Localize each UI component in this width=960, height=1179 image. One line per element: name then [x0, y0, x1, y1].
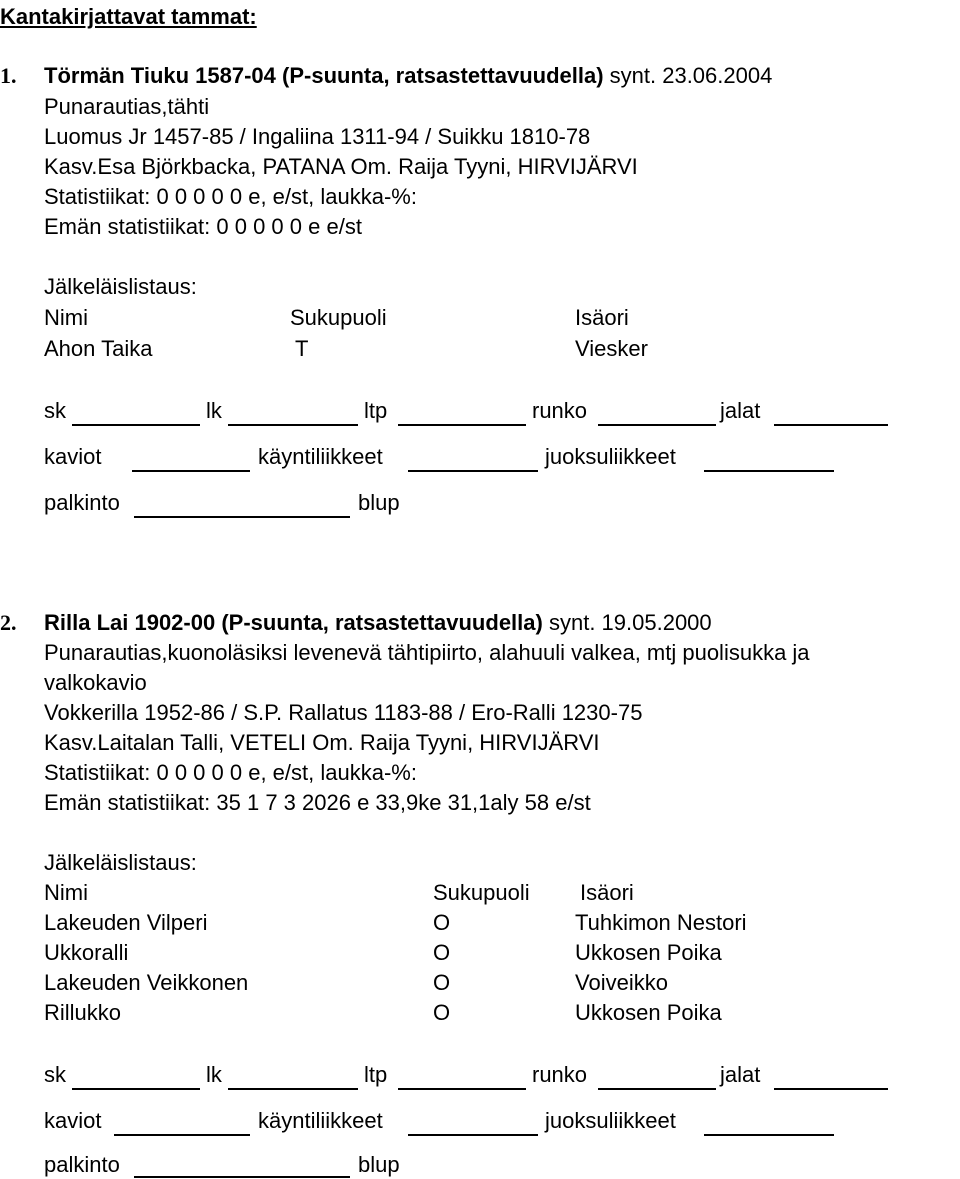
mare-1-blank-lk[interactable]: [228, 424, 358, 426]
mare-1-label-ltp: ltp: [364, 398, 388, 423]
mare-2-pedigree: Vokkerilla 1952-86 / S.P. Rallatus 1183-88 / Ero-Ralli 1230-75: [44, 700, 643, 725]
mare-2-name: Rilla Lai 1902-00 (P-suunta, ratsastettavuudella): [44, 610, 543, 635]
mare-2-blank-kaviot[interactable]: [114, 1134, 250, 1136]
mare-1-header: [44, 65, 772, 87]
mare-2-birth: synt. 19.05.2000: [548, 610, 712, 635]
mare-2-blank-runko[interactable]: [598, 1088, 716, 1090]
mare-1-col-sire: Isäori: [575, 305, 629, 330]
mare-1-label-sk: sk: [44, 398, 66, 423]
offspring-sex: O: [433, 1000, 451, 1025]
mare-2-blank-lk[interactable]: [228, 1088, 358, 1090]
mare-1-blank-jalat[interactable]: [774, 424, 888, 426]
mare-1-col-name: Nimi: [44, 305, 88, 330]
mare-2-offspring-label: Jälkeläislistaus:: [44, 850, 197, 875]
mare-1-blank-kayntiliikkeet[interactable]: [408, 470, 538, 472]
mare-2-color-line-2: valkokavio: [44, 670, 147, 695]
mare-1-label-blup: blup: [358, 490, 400, 515]
mare-2-blank-kayntiliikkeet[interactable]: [408, 1134, 538, 1136]
mare-2-blank-palkinto[interactable]: [134, 1176, 350, 1178]
mare-2-blank-jalat[interactable]: [774, 1088, 888, 1090]
mare-2-label-juoksuliikkeet: juoksuliikkeet: [545, 1108, 676, 1133]
offspring-name: Lakeuden Veikkonen: [44, 970, 249, 995]
mare-2-label-jalat: jalat: [720, 1062, 761, 1087]
mare-1-blank-ltp[interactable]: [398, 424, 526, 426]
offspring-sire: Ukkosen Poika: [575, 940, 722, 965]
mare-1-blank-kaviot[interactable]: [132, 470, 250, 472]
offspring-sex: O: [433, 940, 451, 965]
mare-2-header: [44, 612, 712, 634]
offspring-sire: Voiveikko: [575, 970, 668, 995]
mare-1-offspring-label: Jälkeläislistaus:: [44, 274, 197, 299]
mare-2-col-sire: Isäori: [580, 880, 634, 905]
mare-2-col-name: Nimi: [44, 880, 88, 905]
mare-2-label-ltp: ltp: [364, 1062, 388, 1087]
mare-1-blank-juoksuliikkeet[interactable]: [704, 470, 834, 472]
mare-1-label-kaviot: kaviot: [44, 444, 102, 469]
section-title: Kantakirjattavat tammat:: [0, 4, 257, 29]
mare-1-breeder: Kasv.Esa Björkbacka, PATANA Om. Raija Tyyni, HIRVIJÄRVI: [44, 154, 638, 179]
mare-2-label-lk: lk: [206, 1062, 222, 1087]
mare-2-col-sex: Sukupuoli: [433, 880, 530, 905]
mare-1-blank-palkinto[interactable]: [134, 516, 350, 518]
offspring-name: Ahon Taika: [44, 336, 153, 361]
mare-1-label-juoksuliikkeet: juoksuliikkeet: [545, 444, 676, 469]
offspring-sire: Ukkosen Poika: [575, 1000, 722, 1025]
mare-1-pedigree: Luomus Jr 1457-85 / Ingaliina 1311-94 / Suikku 1810-78: [44, 124, 591, 149]
mare-2-label-kaviot: kaviot: [44, 1108, 102, 1133]
mare-2-label-palkinto: palkinto: [44, 1152, 120, 1177]
mare-2-blank-ltp[interactable]: [398, 1088, 526, 1090]
mare-1-color: Punarautias,tähti: [44, 94, 210, 119]
offspring-sire: Viesker: [575, 336, 648, 361]
mare-1-label-kayntiliikkeet: käyntiliikkeet: [258, 444, 383, 469]
mare-1-blank-runko[interactable]: [598, 424, 716, 426]
mare-2-label-kayntiliikkeet: käyntiliikkeet: [258, 1108, 383, 1133]
offspring-sex: O: [433, 970, 451, 995]
mare-2-number: 2.: [0, 610, 17, 635]
mare-2-label-sk: sk: [44, 1062, 66, 1087]
mare-1-label-lk: lk: [206, 398, 222, 423]
offspring-sire: Tuhkimon Nestori: [575, 910, 747, 935]
mare-1-dam-stats: Emän statistiikat: 0 0 0 0 0 e e/st: [44, 214, 362, 239]
mare-2-blank-juoksuliikkeet[interactable]: [704, 1134, 834, 1136]
mare-2-dam-stats: Emän statistiikat: 35 1 7 3 2026 e 33,9ke 31,1aly 58 e/st: [44, 790, 591, 815]
mare-1-birth: synt. 23.06.2004: [609, 63, 773, 88]
mare-1-blank-sk[interactable]: [72, 424, 200, 426]
mare-2-blank-sk[interactable]: [72, 1088, 200, 1090]
mare-2-label-runko: runko: [532, 1062, 588, 1087]
mare-1-label-runko: runko: [532, 398, 588, 423]
mare-1-number: 1.: [0, 63, 17, 88]
mare-1-label-palkinto: palkinto: [44, 490, 120, 515]
mare-1-name: Törmän Tiuku 1587-04 (P-suunta, ratsastettavuudella): [44, 63, 604, 88]
offspring-sex: O: [433, 910, 451, 935]
offspring-sex: T: [295, 336, 309, 361]
mare-2-color-line-1: Punarautias,kuonoläsiksi levenevä tähtipiirto, alahuuli valkea, mtj puolisukka ja: [44, 640, 810, 665]
offspring-name: Rillukko: [44, 1000, 122, 1025]
mare-1-stats: Statistiikat: 0 0 0 0 0 e, e/st, laukka-%:: [44, 184, 417, 209]
mare-1-col-sex: Sukupuoli: [290, 305, 387, 330]
mare-1-label-jalat: jalat: [720, 398, 761, 423]
offspring-name: Lakeuden Vilperi: [44, 910, 208, 935]
mare-2-stats: Statistiikat: 0 0 0 0 0 e, e/st, laukka-%:: [44, 760, 417, 785]
offspring-name: Ukkoralli: [44, 940, 129, 965]
mare-2-label-blup: blup: [358, 1152, 400, 1177]
mare-2-breeder: Kasv.Laitalan Talli, VETELI Om. Raija Tyyni, HIRVIJÄRVI: [44, 730, 600, 755]
